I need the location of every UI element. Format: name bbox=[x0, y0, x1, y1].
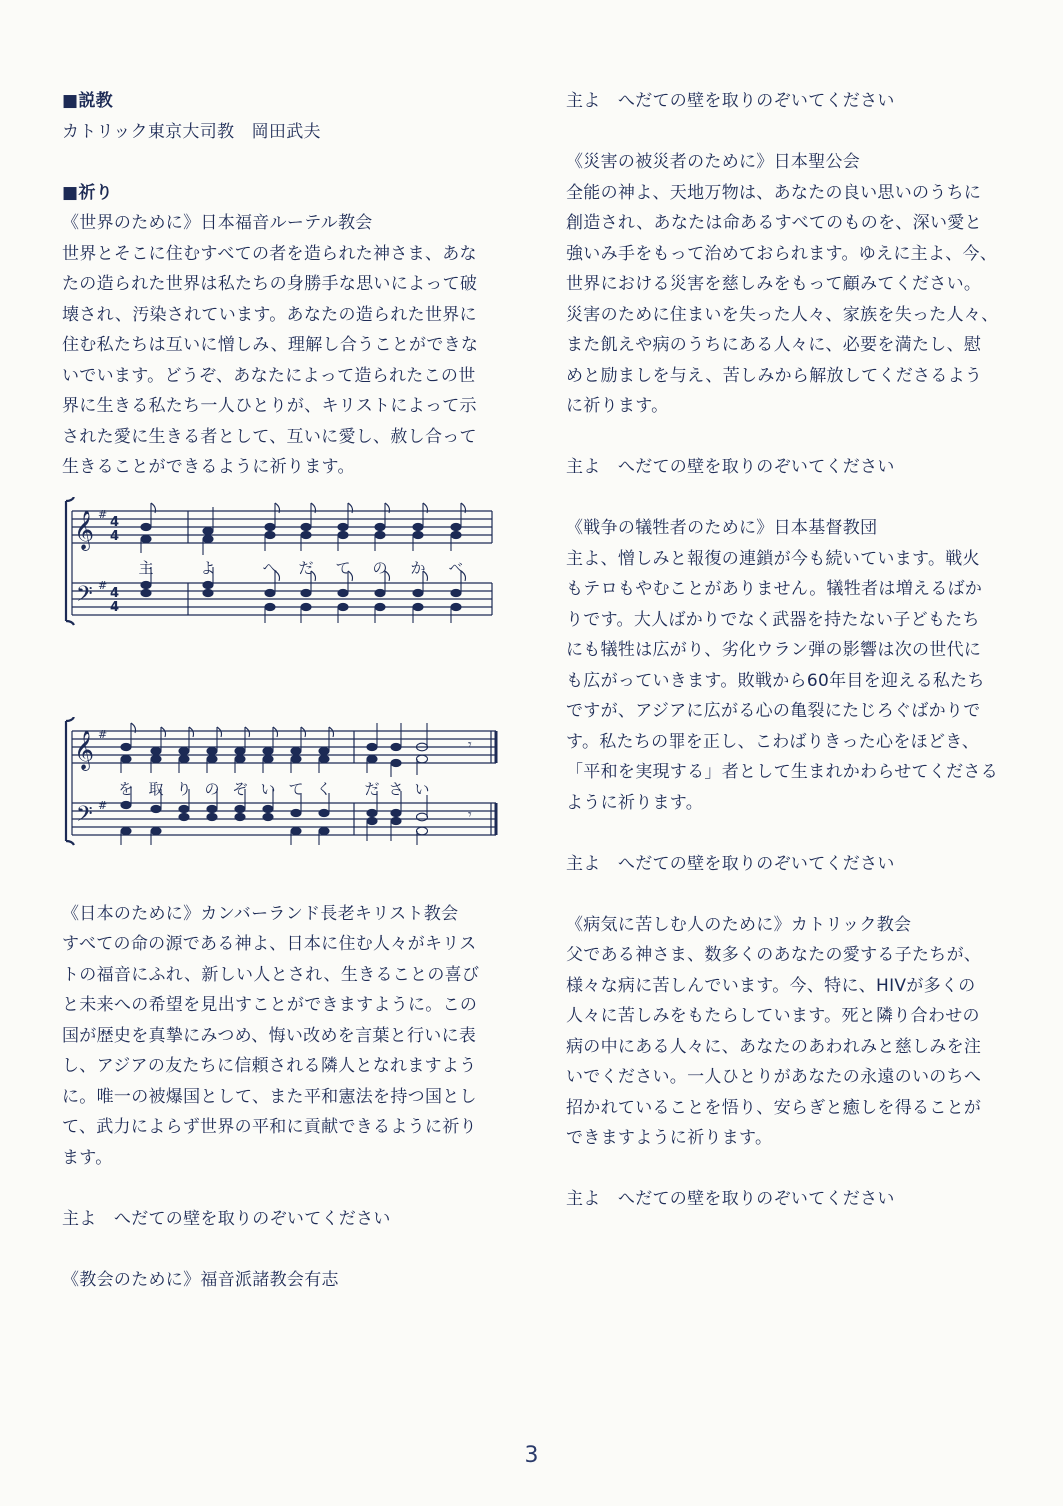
world-prayer-title: 《世界のために》日本福音ルーテル教会 bbox=[62, 213, 373, 233]
score-1-svg bbox=[60, 497, 500, 627]
treble-clef-icon: 𝄞 bbox=[74, 729, 95, 770]
text-line: できますように祈ります。 bbox=[566, 1128, 773, 1148]
text-line: ですが、アジアに広がる心の亀裂にたじろぐばかりで bbox=[566, 701, 981, 721]
lyric: て bbox=[335, 558, 351, 577]
key-signature-sharp: # bbox=[98, 578, 108, 592]
music-score-1 bbox=[60, 497, 500, 627]
world-prayer-body bbox=[62, 239, 502, 483]
lyric: だ bbox=[364, 779, 380, 798]
rest-icon: 𝄾 bbox=[468, 736, 472, 753]
refrain: 主よ へだての壁を取りのぞいてください bbox=[566, 1189, 895, 1209]
lyric: い bbox=[414, 779, 430, 798]
treble-clef-icon: 𝄞 bbox=[74, 509, 95, 550]
lyric: を bbox=[118, 779, 134, 798]
lyric: く bbox=[316, 779, 332, 798]
text-line: りです。大人ばかりでなく武器を持たない子どもたち bbox=[566, 609, 980, 630]
lyric: さ bbox=[388, 779, 404, 798]
music-score-2 bbox=[60, 717, 500, 847]
lyric: り bbox=[176, 779, 192, 798]
text-line: 創造され、あなたは命あるすべてのものを、深い愛と bbox=[566, 213, 982, 233]
prayer-heading: ■祈り bbox=[62, 182, 113, 203]
refrain: 主よ へだての壁を取りのぞいてください bbox=[62, 1208, 391, 1229]
rest-icon: 𝄾 bbox=[468, 806, 472, 823]
refrain: 主よ へだての壁を取りのぞいてください bbox=[566, 457, 895, 477]
time-signature-bottom: 4 bbox=[110, 528, 120, 544]
text-line: と未来への希望を見出すことができますように。この bbox=[62, 995, 478, 1015]
key-signature-sharp: # bbox=[98, 507, 108, 521]
lyric: の bbox=[204, 779, 220, 798]
lyric: か bbox=[410, 558, 426, 577]
text-line: ように祈ります。 bbox=[566, 792, 704, 813]
key-signature-sharp: # bbox=[98, 727, 108, 741]
time-signature-bottom: 4 bbox=[110, 599, 120, 615]
text-line: 主よ、憎しみと報復の連鎖が今も続いています。戦火 bbox=[566, 548, 980, 569]
text-line: めと励ましを与え、苦しみから解放してくださるよう bbox=[566, 365, 983, 386]
text-line: 病の中にある人々に、あなたのあわれみと慈しみを注 bbox=[566, 1036, 982, 1057]
sick-prayer-title: 《病気に苦しむ人のために》カトリック教会 bbox=[566, 914, 912, 935]
text-line: 様々な病に苦しんでいます。今、特に、HIVが多くの bbox=[566, 975, 976, 996]
text-line: 住む私たちは互いに憎しみ、理解し合うことができな bbox=[62, 335, 479, 355]
text-line: たの造られた世界は私たちの身勝手な思いによって破 bbox=[62, 274, 478, 294]
text-line: トの福音にふれ、新しい人とされ、生きることの喜び bbox=[62, 964, 480, 985]
text-line: 強いみ手をもって治めておられます。ゆえに主よ、今、 bbox=[566, 243, 998, 264]
japan-prayer-title: 《日本のために》カンバーランド長老キリスト教会 bbox=[62, 903, 459, 924]
sick-prayer-body bbox=[566, 940, 1006, 1154]
text-line: にも犠牲は広がり、劣化ウラン弾の影響は次の世代に bbox=[566, 640, 982, 660]
text-line: 世界における災害を慈しみをもって顧みてください。 bbox=[566, 274, 982, 294]
text-line: 生きることができるように祈ります。 bbox=[62, 457, 355, 477]
lyric: 主 bbox=[138, 558, 154, 577]
lyric: ぞ bbox=[232, 779, 248, 798]
refrain: 主よ へだての壁を取りのぞいてください bbox=[566, 91, 895, 111]
bass-clef-icon: 𝄢 bbox=[76, 581, 93, 612]
text-line: も広がっていきます。敗戦から60年目を迎える私たち bbox=[566, 670, 985, 691]
text-line: いでいます。どうぞ、あなたによって造られたこの世 bbox=[62, 365, 476, 386]
sermon-preacher: カトリック東京大司教 岡田武夫 bbox=[62, 121, 321, 142]
text-line: 国が歴史を真摯にみつめ、悔い改めを言葉と行いに表 bbox=[62, 1025, 477, 1046]
text-line: す。私たちの罪を正し、こわばりきった心をほどき、 bbox=[566, 731, 980, 752]
sermon-heading: ■説教 bbox=[62, 91, 113, 111]
lyric: よ bbox=[200, 558, 216, 577]
text-line: 壊され、汚染されています。あなたの造られた世界に bbox=[62, 304, 477, 325]
text-line: された愛に生きる者として、互いに愛し、赦し合って bbox=[62, 426, 477, 447]
right-column bbox=[566, 86, 1006, 1215]
text-line: 「平和を実現する」者として生まれかわらせてくださる bbox=[566, 762, 998, 782]
score-2-svg bbox=[60, 717, 500, 847]
lyric: へ bbox=[262, 558, 278, 577]
time-signature-top: 4 bbox=[110, 514, 120, 530]
left-column bbox=[62, 86, 502, 1295]
war-prayer-body bbox=[566, 544, 1006, 819]
text-line: 界に生きる私たち一人ひとりが、キリストによって示 bbox=[62, 396, 477, 416]
lyric: い bbox=[260, 779, 276, 798]
text-line: し、アジアの友たちに信頼される隣人となれますよう bbox=[62, 1056, 477, 1076]
text-line: て、武力によらず世界の平和に貢献できるように祈り bbox=[62, 1117, 477, 1137]
lyric: だ bbox=[298, 558, 314, 577]
page-number: 3 bbox=[524, 1443, 539, 1468]
text-line: に祈ります。 bbox=[566, 396, 669, 416]
text-line: すべての命の源である神よ、日本に住む人々がキリス bbox=[62, 934, 477, 954]
lyric: 取 bbox=[148, 779, 164, 798]
lyric: の bbox=[372, 558, 388, 577]
japan-prayer-body bbox=[62, 929, 502, 1173]
lyric: て bbox=[288, 779, 304, 798]
text-line: 全能の神よ、天地万物は、あなたの良い思いのうちに bbox=[566, 182, 982, 203]
disaster-prayer-body bbox=[566, 178, 1006, 422]
text-line: 人々に苦しみをもたらしています。死と隣り合わせの bbox=[566, 1006, 980, 1026]
war-prayer-title: 《戦争の犠牲者のために》日本基督教団 bbox=[566, 518, 878, 538]
church-prayer-title: 《教会のために》福音派諸教会有志 bbox=[62, 1269, 339, 1290]
key-signature-sharp: # bbox=[98, 798, 108, 812]
refrain: 主よ へだての壁を取りのぞいてください bbox=[566, 853, 895, 874]
text-line: に。唯一の被爆国として、また平和憲法を持つ国とし bbox=[62, 1086, 477, 1107]
text-line: いでください。一人ひとりがあなたの永遠のいのちへ bbox=[566, 1067, 982, 1087]
text-line: 招かれていることを悟り、安らぎと癒しを得ることが bbox=[566, 1097, 982, 1118]
text-line: 父である神さま、数多くのあなたの愛する子たちが、 bbox=[566, 945, 982, 965]
text-line: 世界とそこに住むすべての者を造られた神さま、あな bbox=[62, 243, 477, 264]
time-signature-top: 4 bbox=[110, 585, 120, 601]
bass-clef-icon: 𝄢 bbox=[76, 801, 93, 832]
text-line: また飢えや病のうちにある人々に、必要を満たし、慰 bbox=[566, 335, 982, 355]
text-line: もテロもやむことがありません。犠牲者は増えるばか bbox=[566, 579, 983, 599]
text-line: ます。 bbox=[62, 1147, 113, 1168]
disaster-prayer-title: 《災害の被災者のために》日本聖公会 bbox=[566, 152, 861, 172]
text-line: 災害のために住まいを失った人々、家族を失った人々、 bbox=[566, 304, 999, 325]
lyric: べ bbox=[448, 558, 464, 577]
